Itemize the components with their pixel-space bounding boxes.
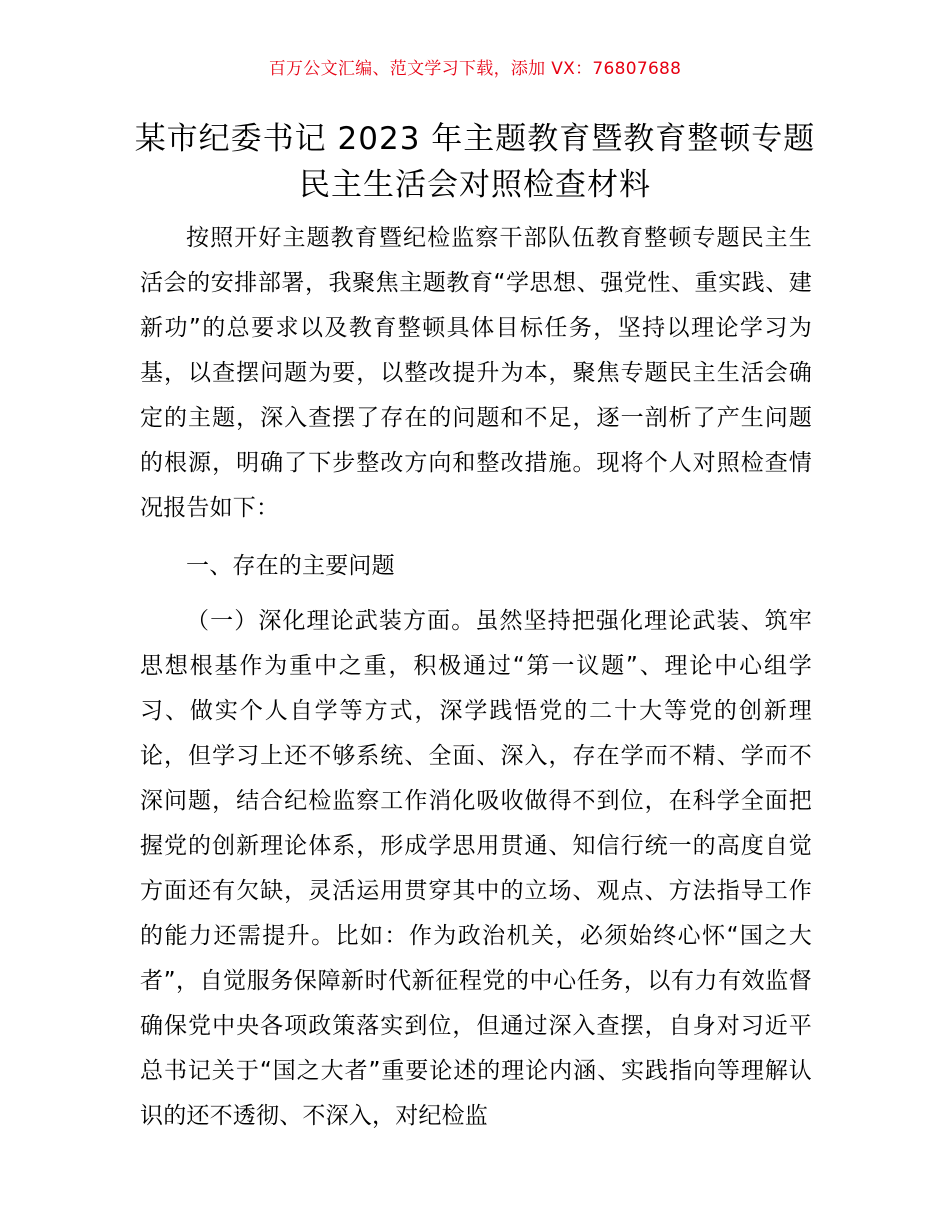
promo-header-note: 百万公文汇编、范文学习下载，添加 VX：76807688	[268, 59, 682, 79]
title-line-1: 某市纪委书记 2023 年主题教育暨教育整顿专题	[134, 121, 816, 157]
title-line-2: 民主生活会对照检查材料	[299, 167, 651, 203]
intro-paragraph: 按照开好主题教育暨纪检监察干部队伍教育整顿专题民主生活会的安排部署，我聚焦主题教育“学思想、强党性、重实践、建新功”的总要求以及教育整顿具体目标任务，坚持以理论学习为基，以查摆问题为要，以整改提升为本，聚焦专题民主生活会确定的主题，深入查摆了存在的问题和不足，逐一剖析了产生问题的根源，明确了下步整改方向和整改措施。现将个人对照检查情况报告如下：	[140, 225, 812, 521]
document-title	[120, 116, 830, 208]
document-body	[140, 216, 812, 1139]
section-heading: 一、存在的主要问题	[186, 553, 395, 579]
body-paragraph: （一）深化理论武装方面。虽然坚持把强化理论武装、筑牢思想根基作为重中之重，积极通过“第一议题”、理论中心组学习、做实个人自学等方式，深学践悟党的二十大等党的创新理论，但学习上还不够系统、全面、深入，存在学而不精、学而不深问题，结合纪检监察工作消化吸收做得不到位，在科学全面把握党的创新理论体系，形成学思用贯通、知信行统一的高度自觉方面还有欠缺，灵活运用贯穿其中的立场、观点、方法指导工作的能力还需提升。比如：作为政治机关，必须始终心怀“国之大者”，自觉服务保障新时代新征程党的中心任务，以有力有效监督确保党中央各项政策落实到位，但通过深入查摆，自身对习近平总书记关于“国之大者”重要论述的理论内涵、实践指向等理解认识的还不透彻、不深入，对纪检监	[140, 608, 812, 1129]
